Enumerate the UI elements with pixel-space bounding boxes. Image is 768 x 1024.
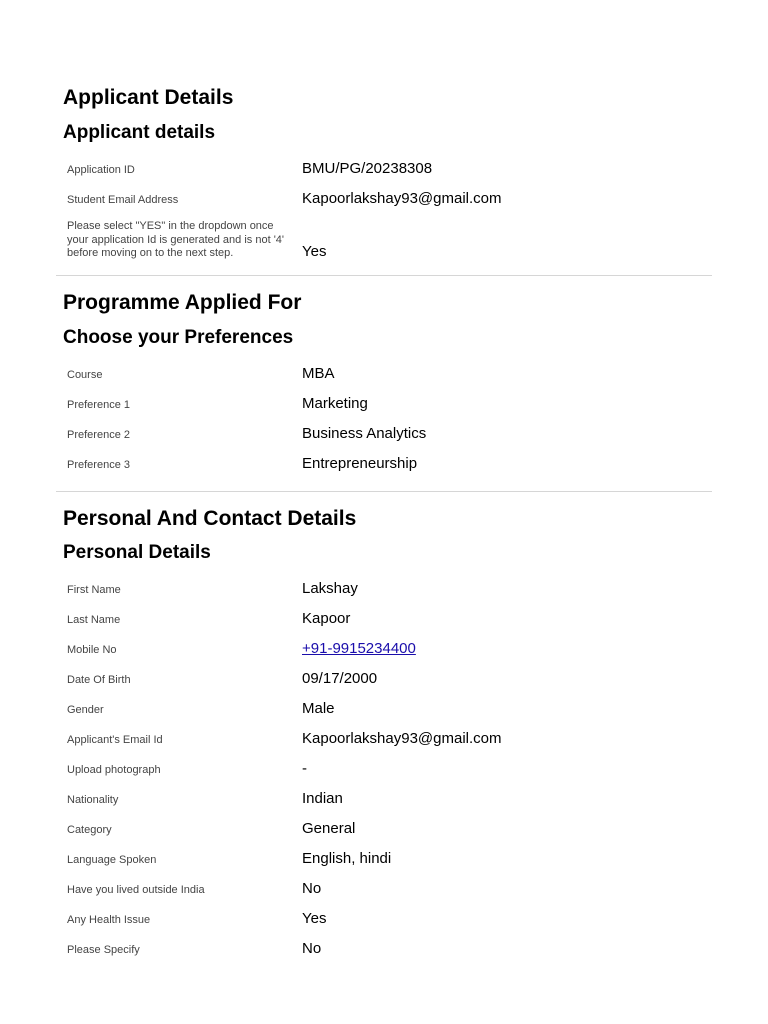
field-label: Category bbox=[67, 824, 112, 836]
programme-heading: Programme Applied For bbox=[63, 291, 302, 314]
field-value: English, hindi bbox=[302, 850, 392, 867]
field-value: General bbox=[302, 820, 356, 837]
field-label: Mobile No bbox=[67, 644, 117, 656]
field-row-category bbox=[0, 818, 768, 848]
field-value: Indian bbox=[302, 790, 343, 807]
field-value: - bbox=[302, 760, 307, 777]
field-value: Marketing bbox=[302, 395, 368, 412]
field-row-application-id bbox=[0, 158, 768, 188]
field-row-preference-3 bbox=[0, 453, 768, 483]
field-label: Applicant's Email Id bbox=[67, 734, 163, 746]
field-row-preference-2 bbox=[0, 423, 768, 453]
field-row-health-issue bbox=[0, 908, 768, 938]
field-label: Last Name bbox=[67, 614, 121, 626]
field-label: First Name bbox=[67, 584, 121, 596]
field-row-lived-outside-india bbox=[0, 878, 768, 908]
field-label: Preference 3 bbox=[67, 459, 130, 471]
field-row-preference-1 bbox=[0, 393, 768, 423]
field-value: Yes bbox=[302, 243, 327, 260]
field-row-application-id-confirmation bbox=[0, 218, 768, 266]
field-label: Language Spoken bbox=[67, 854, 157, 866]
field-row-last-name bbox=[0, 608, 768, 638]
field-row-please-specify bbox=[0, 938, 768, 968]
field-value: Yes bbox=[302, 910, 327, 927]
field-value: Kapoorlakshay93@gmail.com bbox=[302, 730, 502, 747]
preferences-subheading: Choose your Preferences bbox=[63, 327, 294, 348]
field-label: Student Email Address bbox=[67, 194, 179, 206]
field-label: Preference 1 bbox=[67, 399, 130, 411]
field-value: MBA bbox=[302, 365, 335, 382]
field-value: Lakshay bbox=[302, 580, 358, 597]
field-label: Gender bbox=[67, 704, 104, 716]
field-value: Male bbox=[302, 700, 335, 717]
section-divider bbox=[56, 491, 712, 492]
field-row-nationality bbox=[0, 788, 768, 818]
field-row-first-name bbox=[0, 578, 768, 608]
applicant-details-heading: Applicant Details bbox=[63, 86, 234, 109]
field-value: No bbox=[302, 880, 322, 897]
field-value: Kapoor bbox=[302, 610, 351, 627]
field-label: Please select "YES" in the dropdown once your application Id is generated and is not '4' before moving on to the next step. bbox=[67, 220, 285, 259]
section-divider bbox=[56, 275, 712, 276]
field-label: Please Specify bbox=[67, 944, 140, 956]
field-value: No bbox=[302, 940, 322, 957]
field-row-mobile-no bbox=[0, 638, 768, 668]
field-label: Upload photograph bbox=[67, 764, 161, 776]
field-row-applicant-email bbox=[0, 728, 768, 758]
applicant-details-subheading: Applicant details bbox=[63, 122, 216, 143]
field-row-student-email bbox=[0, 188, 768, 218]
field-label: Date Of Birth bbox=[67, 674, 131, 686]
personal-details-subheading: Personal Details bbox=[63, 542, 211, 563]
field-label: Have you lived outside India bbox=[67, 884, 205, 896]
field-row-date-of-birth bbox=[0, 668, 768, 698]
field-row-course bbox=[0, 363, 768, 393]
personal-contact-heading: Personal And Contact Details bbox=[63, 507, 357, 530]
mobile-number-link[interactable]: +91-9915234400 bbox=[302, 640, 416, 657]
field-label: Course bbox=[67, 369, 103, 381]
field-value: Entrepreneurship bbox=[302, 455, 418, 472]
field-value: Kapoorlakshay93@gmail.com bbox=[302, 190, 502, 207]
field-value: 09/17/2000 bbox=[302, 670, 378, 687]
field-label: Any Health Issue bbox=[67, 914, 151, 926]
field-row-gender bbox=[0, 698, 768, 728]
field-label: Nationality bbox=[67, 794, 119, 806]
field-value: Business Analytics bbox=[302, 425, 427, 442]
field-label: Preference 2 bbox=[67, 429, 130, 441]
field-row-upload-photograph bbox=[0, 758, 768, 788]
field-label: Application ID bbox=[67, 164, 135, 176]
field-value: BMU/PG/20238308 bbox=[302, 160, 433, 177]
field-row-language-spoken bbox=[0, 848, 768, 878]
